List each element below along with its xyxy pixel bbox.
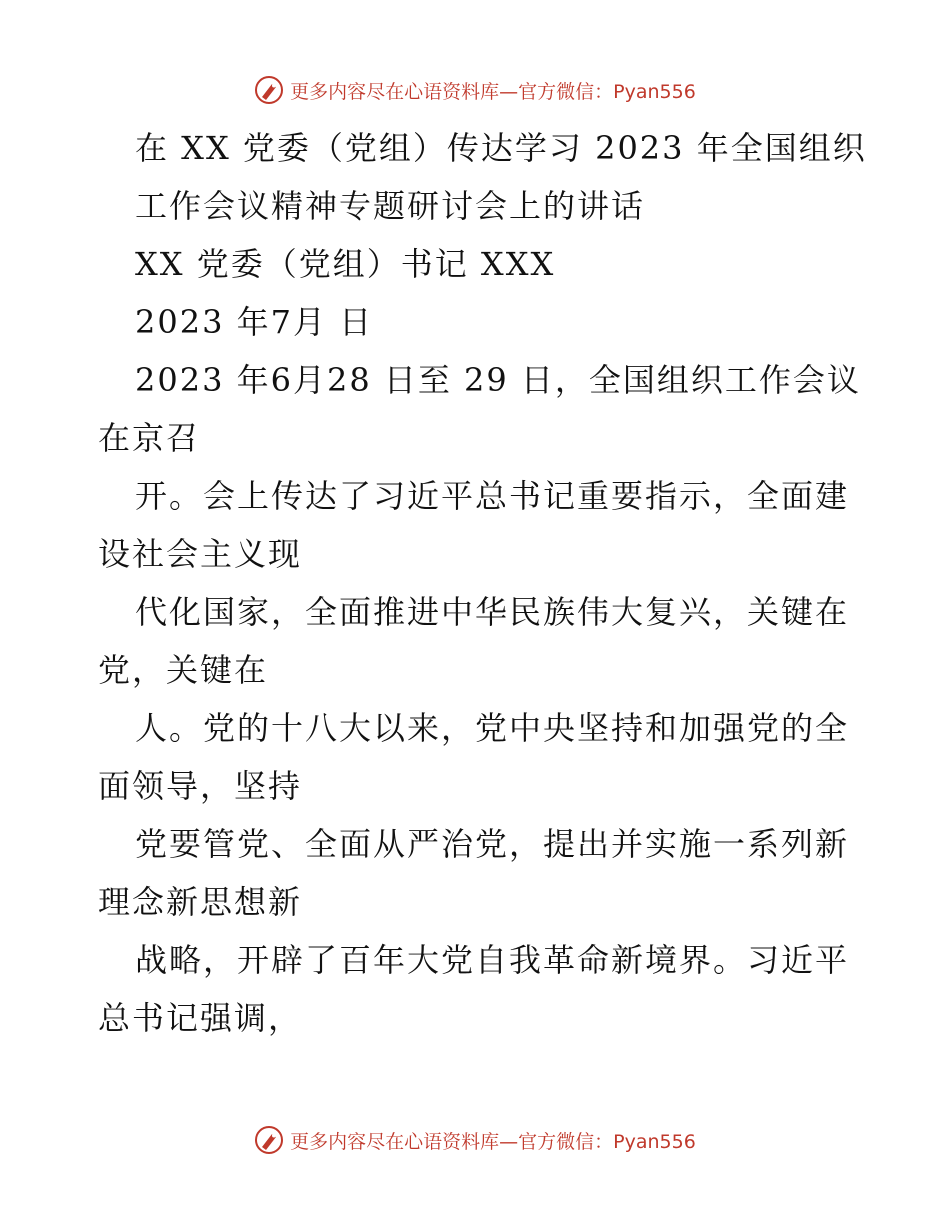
body-line: 在京召 xyxy=(98,419,201,457)
watermark-main-text: 更多内容尽在心语资料库 xyxy=(290,80,500,103)
body-line: 2023 年6月28 日至 29 日，全国组织工作会议 xyxy=(135,361,861,399)
watermark-text xyxy=(290,77,696,104)
title-line-1: 在 XX 党委（党组）传达学习 2023 年全国组织 xyxy=(135,129,867,167)
footer-watermark xyxy=(0,1122,950,1158)
body-line: 总书记强调， xyxy=(98,999,303,1037)
body-line: 党要管党、全面从严治党，提出并实施一系列新 xyxy=(135,825,850,863)
header-watermark xyxy=(0,72,950,108)
body-line: 人。党的十八大以来，党中央坚持和加强党的全 xyxy=(135,709,850,747)
watermark-text xyxy=(290,1127,696,1154)
watermark-separator: — xyxy=(499,80,519,103)
watermark-wechat: 官方微信：Pyan556 xyxy=(518,1130,696,1153)
title-line-2: 工作会议精神专题研讨会上的讲话 xyxy=(135,187,646,225)
watermark-main-text: 更多内容尽在心语资料库 xyxy=(290,1130,500,1153)
date-line: 2023 年7月 日 xyxy=(135,303,374,341)
watermark-separator: — xyxy=(499,1130,519,1153)
body-line: 理念新思想新 xyxy=(98,883,303,921)
body-line: 设社会主义现 xyxy=(98,535,303,573)
pen-nib-logo-icon xyxy=(254,1125,284,1155)
watermark-wechat: 官方微信：Pyan556 xyxy=(518,80,696,103)
author-line: XX 党委（党组）书记 XXX xyxy=(135,245,556,283)
body-line: 开。会上传达了习近平总书记重要指示，全面建 xyxy=(135,477,850,515)
pen-nib-logo-icon xyxy=(254,75,284,105)
body-line: 战略，开辟了百年大党自我革命新境界。习近平 xyxy=(135,941,850,979)
body-line: 面领导，坚持 xyxy=(98,767,303,805)
body-line: 代化国家，全面推进中华民族伟大复兴，关键在 xyxy=(135,593,850,631)
body-line: 党，关键在 xyxy=(98,651,269,689)
